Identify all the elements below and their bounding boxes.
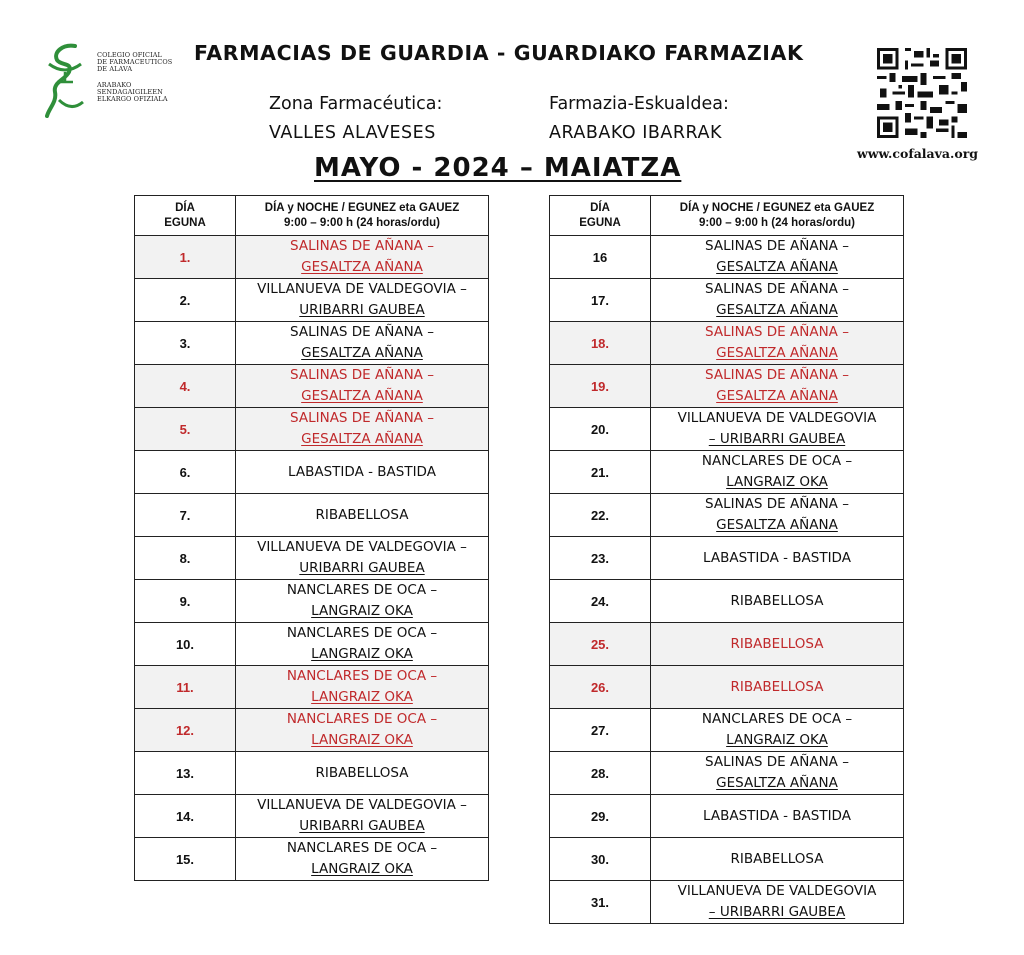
pharmacy-name-line: NANCLARES DE OCA – [286,625,438,641]
pharmacy-name-line: LANGRAIZ OKA [311,689,413,705]
pharmacy-name-line: VILLANUEVA DE VALDEGOVIA – [257,281,467,297]
table-row [550,494,904,537]
day-cell: 25. [550,623,651,666]
website-link[interactable]: www.cofalava.org [857,146,979,161]
qr-code-icon[interactable] [877,48,967,138]
pharmacy-name-line: URIBARRI GAUBEA [299,560,425,576]
page-title: FARMACIAS DE GUARDIA - GUARDIAKO FARMAZIAK [194,41,804,65]
day-cell: 27. [550,709,651,752]
pharmacy-header-line: 9:00 – 9:00 h (24 horas/ordu) [284,216,440,229]
pharmacy-name-line: GESALTZA AÑANA [716,775,838,791]
pharmacy-name-line: RIBABELLOSA [730,678,824,695]
table-row [135,451,489,494]
day-cell: 8. [135,537,236,580]
day-cell: 7. [135,494,236,537]
org-line: SENDAGAIGILEEN [97,88,163,97]
pharmacy-column-header [236,196,489,236]
pharmacy-header-line: DÍA y NOCHE / EGUNEZ eta GAUEZ [679,201,875,214]
day-cell: 2. [135,279,236,322]
organization-name [97,52,172,103]
day-cell: 21. [550,451,651,494]
table-row [135,709,489,752]
pharmacy-cell [236,279,489,322]
day-cell: 10. [135,623,236,666]
table-row [550,838,904,881]
pharmacy-name-line: SALINAS DE AÑANA – [705,238,849,254]
day-cell: 20. [550,408,651,451]
pharmacy-cell [651,881,904,924]
org-line: DE FARMACEUTICOS [97,57,173,66]
pharmacy-name-line: VILLANUEVA DE VALDEGOVIA – [257,539,467,555]
table-row [135,236,489,279]
pharmacy-name-line: GESALTZA AÑANA [716,302,838,318]
pharmacy-name-line: RIBABELLOSA [315,764,409,781]
day-cell: 16 [550,236,651,279]
pharmacy-name-line: URIBARRI GAUBEA [299,818,425,834]
pharmacy-cell [236,322,489,365]
table-row [550,279,904,322]
pharmacy-name-line: SALINAS DE AÑANA – [705,281,849,297]
pharmacy-name-line: SALINAS DE AÑANA – [290,324,434,340]
pharmacy-header-line: 9:00 – 9:00 h (24 horas/ordu) [699,216,855,229]
pharmacy-cell [651,795,904,838]
pharmacy-cell [651,365,904,408]
day-cell: 6. [135,451,236,494]
pharmacy-name-line: GESALTZA AÑANA [716,259,838,275]
pharmacy-cell [236,752,489,795]
pharmacy-name-line: GESALTZA AÑANA [716,388,838,404]
pharmacy-name-line: NANCLARES DE OCA – [701,453,853,469]
pharmacy-cell [651,752,904,795]
pharmacy-name-line: GESALTZA AÑANA [301,388,423,404]
pharmacy-name-line: LANGRAIZ OKA [311,732,413,748]
pharmacy-cell [236,408,489,451]
pharmacy-cell [236,494,489,537]
day-header-line: DÍA [175,201,195,214]
pharmacy-name-line: SALINAS DE AÑANA – [290,238,434,254]
pharmacy-name-line: GESALTZA AÑANA [716,345,838,361]
pharmacy-name-line: LABASTIDA - BASTIDA [703,807,851,824]
pharmacy-name-line: GESALTZA AÑANA [301,431,423,447]
day-cell: 13. [135,752,236,795]
table-row [550,236,904,279]
pharmacy-cell [651,709,904,752]
day-cell: 28. [550,752,651,795]
day-cell: 24. [550,580,651,623]
table-row [135,666,489,709]
pharmacy-name-line: NANCLARES DE OCA – [701,711,853,727]
pharmacy-name-line: SALINAS DE AÑANA – [705,324,849,340]
pharmacy-name-line: VILLANUEVA DE VALDEGOVIA [677,883,877,899]
table-row [135,494,489,537]
day-cell: 15. [135,838,236,881]
day-column-header [550,196,651,236]
org-line: ARABAKO [97,81,132,90]
day-cell: 19. [550,365,651,408]
pharmacy-cell [236,537,489,580]
pharmacy-name-line: GESALTZA AÑANA [301,345,423,361]
pharmacy-cell [651,236,904,279]
pharmacy-name-line: LANGRAIZ OKA [311,603,413,619]
pharmacy-cell [236,236,489,279]
table-row [550,709,904,752]
table-row [135,752,489,795]
day-cell: 9. [135,580,236,623]
org-line: ELKARGO OFIZIALA [97,94,168,103]
pharmacy-name-line: RIBABELLOSA [730,592,824,609]
pharmacy-name-line: LANGRAIZ OKA [311,646,413,662]
day-cell: 30. [550,838,651,881]
pharmacy-cell [236,580,489,623]
pharmacy-name-line: GESALTZA AÑANA [716,517,838,533]
day-header-line: EGUNA [579,216,621,229]
pharmacy-name-line: RIBABELLOSA [730,850,824,867]
pharmacy-name-line: SALINAS DE AÑANA – [290,367,434,383]
table-row [550,666,904,709]
pharmacy-name-line: VILLANUEVA DE VALDEGOVIA [677,410,877,426]
zone-label-es: Zona Farmacéutica: [269,94,443,114]
org-line: DE ALAVA [97,64,133,73]
day-cell: 14. [135,795,236,838]
day-cell: 23. [550,537,651,580]
table-row [550,451,904,494]
day-cell: 4. [135,365,236,408]
table-header-row [135,196,489,236]
pharmacy-name-line: – URIBARRI GAUBEA [708,431,846,447]
day-cell: 29. [550,795,651,838]
day-cell: 22. [550,494,651,537]
pharmacy-cell [236,666,489,709]
day-cell: 5. [135,408,236,451]
table-row [135,838,489,881]
pharmacy-name-line: NANCLARES DE OCA – [286,711,438,727]
pharmacy-cell [651,838,904,881]
table-row [550,365,904,408]
day-cell: 11. [135,666,236,709]
org-line: COLEGIO OFICIAL [97,51,162,59]
table-row [135,537,489,580]
zone-value-es: VALLES ALAVESES [269,123,436,143]
day-column-header [135,196,236,236]
pharmacy-name-line: RIBABELLOSA [315,506,409,523]
day-cell: 17. [550,279,651,322]
pharmacy-name-line: – URIBARRI GAUBEA [708,904,846,920]
table-row [135,795,489,838]
table-row [550,752,904,795]
table-row [550,881,904,924]
table-row [550,322,904,365]
day-cell: 18. [550,322,651,365]
table-row [550,537,904,580]
pharmacy-name-line: LABASTIDA - BASTIDA [703,549,851,566]
pharmacy-cell [651,451,904,494]
pharmacy-cell [236,623,489,666]
pharmacy-header-line: DÍA y NOCHE / EGUNEZ eta GAUEZ [264,201,460,214]
pharmacy-cell [651,537,904,580]
pharmacy-column-header [651,196,904,236]
day-header-line: DÍA [590,201,610,214]
pharmacy-cell [236,709,489,752]
pharmacy-cell [651,580,904,623]
pharmacy-name-line: LANGRAIZ OKA [726,474,828,490]
pharmacy-cell [651,666,904,709]
day-cell: 31. [550,881,651,924]
table-row [550,408,904,451]
table-row [550,580,904,623]
table-row [550,623,904,666]
table-row [135,623,489,666]
table-row [550,795,904,838]
pharmacy-cell [651,623,904,666]
pharmacy-name-line: VILLANUEVA DE VALDEGOVIA – [257,797,467,813]
table-row [135,580,489,623]
pharmacy-name-line: URIBARRI GAUBEA [299,302,425,318]
day-cell: 12. [135,709,236,752]
pharmacy-name-line: GESALTZA AÑANA [301,259,423,275]
pharmacy-name-line: SALINAS DE AÑANA – [290,410,434,426]
pharmacy-name-line: NANCLARES DE OCA – [286,840,438,856]
day-cell: 1. [135,236,236,279]
day-header-line: EGUNA [164,216,206,229]
day-cell: 26. [550,666,651,709]
pharmacy-cell [236,451,489,494]
zone-label-eu: Farmazia-Eskualdea: [549,94,729,114]
pharmacy-name-line: LABASTIDA - BASTIDA [288,463,436,480]
pharmacy-cell [236,795,489,838]
pharmacy-name-line: NANCLARES DE OCA – [286,582,438,598]
day-cell: 3. [135,322,236,365]
pharmacy-name-line: NANCLARES DE OCA – [286,668,438,684]
pharmacy-cell [651,322,904,365]
duty-table-right [549,195,904,924]
pharmacy-cell [236,365,489,408]
table-row [135,365,489,408]
table-row [135,279,489,322]
pharmacy-name-line: LANGRAIZ OKA [726,732,828,748]
month-title: MAYO - 2024 – MAIATZA [314,153,682,183]
pharmacy-name-line: SALINAS DE AÑANA – [705,754,849,770]
pharmacy-college-logo-icon [45,42,85,120]
pharmacy-cell [651,279,904,322]
table-row [135,408,489,451]
duty-table-left [134,195,489,881]
pharmacy-name-line: RIBABELLOSA [730,635,824,652]
pharmacy-name-line: SALINAS DE AÑANA – [705,367,849,383]
pharmacy-name-line: SALINAS DE AÑANA – [705,496,849,512]
zone-value-eu: ARABAKO IBARRAK [549,123,722,143]
pharmacy-cell [236,838,489,881]
pharmacy-cell [651,494,904,537]
table-header-row [550,196,904,236]
table-row [135,322,489,365]
pharmacy-name-line: LANGRAIZ OKA [311,861,413,877]
pharmacy-cell [651,408,904,451]
